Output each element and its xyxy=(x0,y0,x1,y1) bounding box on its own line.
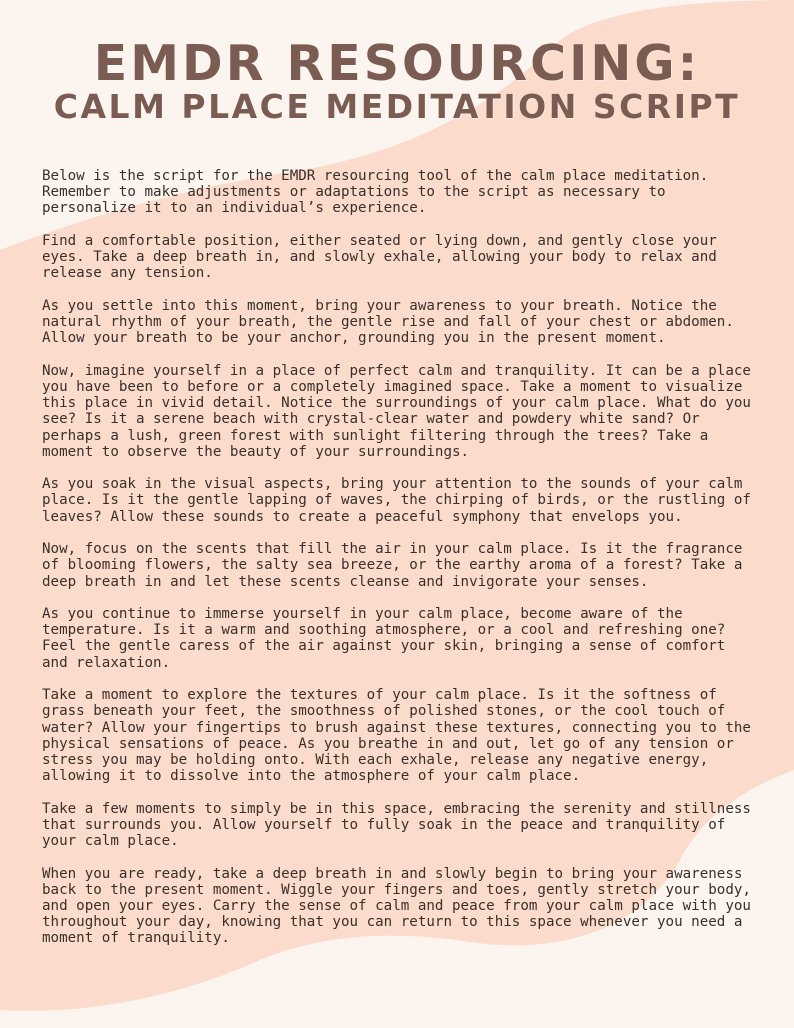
paragraph-sounds: As you soak in the visual aspects, bring your attention to the sounds of your calm place. Is it the gentle lapping of waves, the chirping of birds, or the rustling of leaves? Allow these sounds to create a peaceful symphony that envelops you. xyxy=(42,476,751,525)
paragraph-textures: Take a moment to explore the textures of your calm place. Is it the softness of grass beneath your feet, the smoothness of polished stones, or the cool touch of water? Allow your fingertips to brush against these textures, connecting you to the physical sensations of peace. As you breathe in and out, let go of any tension or stress you may be holding onto. With each exhale, release any negative energy, allowing it to dissolve into the atmosphere of your calm place. xyxy=(42,687,751,785)
paragraph-return: When you are ready, take a deep breath in and slowly begin to bring your awareness back to the present moment. Wiggle your fingers and toes, gently stretch your body, and open your eyes. Carry the sense of calm and peace from your calm place with you throughout your day, knowing that you can return to this space whenever you need a moment of tranquility. xyxy=(42,865,751,947)
paragraph-imagine: Now, imagine yourself in a place of perfect calm and tranquility. It can be a place you have been to before or a completely imagined space. Take a moment to visualize this place in vivid detail. Notice the surroundings of your calm place. What do you see? Is it a serene beach with crystal-clear water and powdery white sand? Or perhaps a lush, green forest with sunlight filtering through the trees? Take a moment to observe the beauty of your surroundings. xyxy=(42,362,751,460)
paragraph-stillness: Take a few moments to simply be in this space, embracing the serenity and stillness that surrounds you. Allow yourself to fully soak in the peace and tranquility of your calm place. xyxy=(42,800,751,850)
paragraph-position: Find a comfortable position, either seated or lying down, and gently close your eyes. Take a deep breath in, and slowly exhale, allowing your body to relax and release any tension. xyxy=(42,232,717,282)
page-title: EMDR RESOURCING: xyxy=(93,35,701,92)
paragraph-scents: Now, focus on the scents that fill the air in your calm place. Is it the fragrance of blooming flowers, the salty sea breeze, or the earthy aroma of a forest? Take a deep breath in and let these scents cleanse and invigorate your senses. xyxy=(42,541,743,590)
page-subtitle: CALM PLACE MEDITATION SCRIPT xyxy=(53,87,741,126)
paragraph-breath: As you settle into this moment, bring your awareness to your breath. Notice the natural rhythm of your breath, the gentle rise and fall of your chest or abdomen. Allow your breath to be your anchor, grounding you in the present moment. xyxy=(42,297,734,347)
paragraph-temperature: As you continue to immerse yourself in your calm place, become aware of the temperature. Is it a warm and soothing atmosphere, or a cool and refreshing one? Feel the gentle caress of the air against your skin, bringing a sense of comfort and relaxation. xyxy=(42,606,726,671)
paragraph-intro: Below is the script for the EMDR resourcing tool of the calm place meditation. Remember to make adjustments or adaptations to the script as necessary to personalize it to an individual’s experience. xyxy=(42,168,709,217)
script-body xyxy=(42,168,757,963)
